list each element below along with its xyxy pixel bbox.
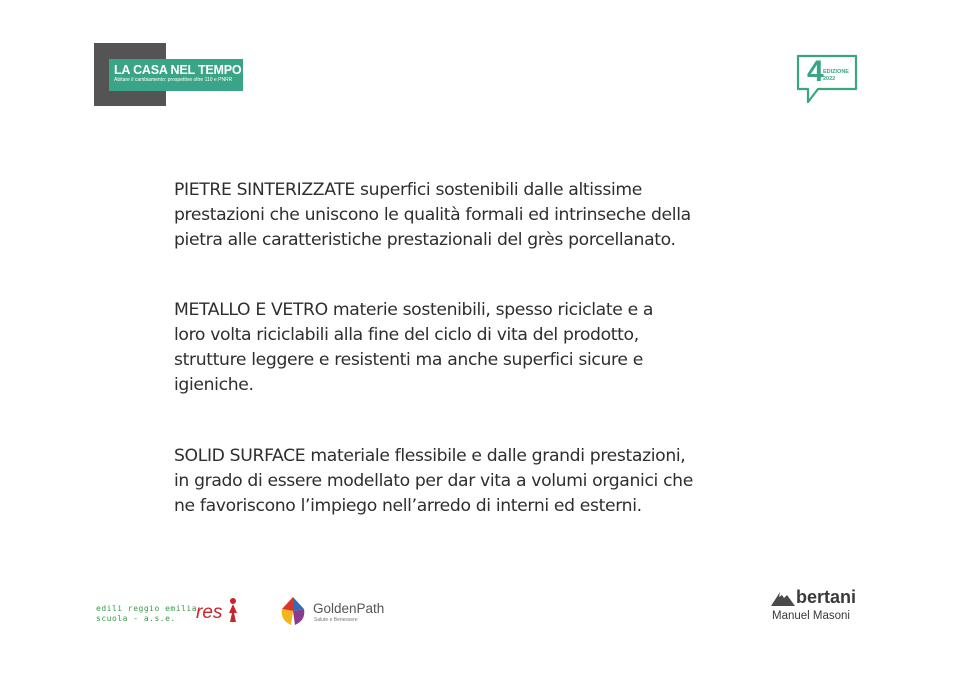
text-line: METALLO E VETRO materie sostenibili, spesso riciclate e a [174, 300, 654, 320]
text-line: prestazioni che uniscono le qualità formali ed intrinseche della [174, 205, 691, 225]
edition-badge [796, 53, 858, 105]
text-line: loro volta riciclabili alla fine del ciclo di vita del prodotto, [174, 325, 639, 345]
text-line: strutture leggere e resistenti ma anche superfici sicure e [174, 350, 643, 370]
edition-label-line1: EDIZIONE [823, 69, 849, 75]
paragraph-metallo-e-vetro [174, 298, 653, 398]
logo-subtitle: Abitare il cambiamento: prospettive oltre 110 e PNRR [114, 77, 233, 83]
res-logo-mark: res [196, 602, 223, 623]
goldenpath-logo [277, 595, 407, 627]
text-line: PIETRE SINTERIZZATE superfici sostenibili dalle altissime [174, 180, 642, 200]
logo-title: LA CASA NEL TEMPO [114, 63, 242, 77]
text-line: pietra alle caratteristiche prestazionali del grès porcellanato. [174, 230, 676, 250]
paragraph-solid-surface [174, 444, 693, 519]
mountain-icon [771, 590, 795, 606]
goldenpath-name: GoldenPath [313, 601, 385, 616]
text-line: in grado di essere modellato per dar vita a volumi organici che [174, 471, 693, 491]
res-logo-line1: edili reggio emilia [96, 604, 198, 613]
bertani-logo [768, 586, 868, 626]
edition-label [823, 69, 849, 83]
text-line: SOLID SURFACE materiale flessibile e dalle grandi prestazioni, [174, 446, 686, 466]
goldenpath-tagline: Salute e Benessere [314, 617, 358, 623]
paragraph-pietre-sinterizzate [174, 178, 691, 253]
res-logo-line2: scuola - a.s.e. [96, 614, 176, 623]
edition-year: 2022 [823, 76, 836, 82]
logo-banner [109, 59, 243, 91]
res-figure-icon [226, 597, 240, 623]
text-line: igieniche. [174, 375, 254, 395]
text-line: ne favoriscono l’impiego nell’arredo di interni ed esterni. [174, 496, 642, 516]
res-logo [96, 595, 242, 627]
bertani-person: Manuel Masoni [772, 610, 850, 622]
goldenpath-emblem-icon [277, 596, 309, 626]
edition-number: 4 [807, 55, 824, 88]
bertani-name: bertani [796, 587, 857, 607]
